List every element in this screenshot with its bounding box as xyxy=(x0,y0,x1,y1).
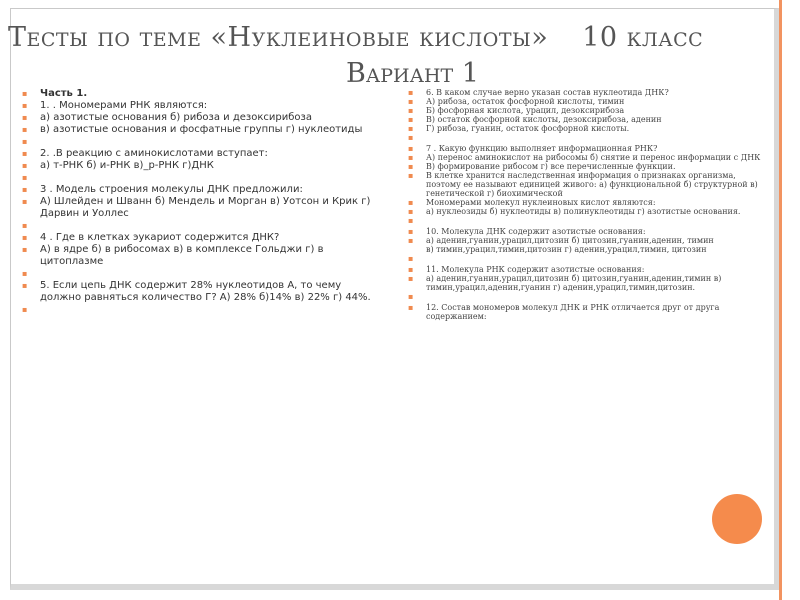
left-column xyxy=(22,88,372,316)
right-item-2: ▪ А) рибоза, остаток фосфорной кислоты, тимин xyxy=(408,97,763,106)
title-grade: 10 класс xyxy=(582,22,704,53)
right-column xyxy=(408,88,763,321)
left-item-2: ▪ 1. . Мономерами РНК являются: xyxy=(22,100,372,112)
left-item-1: ▪ Часть 1. xyxy=(22,88,372,100)
right-item-18: ▪ а) аденин,гуанин,урацил,цитозин б) цитозин,гуанин,аденин,тимин в) тимин,урацил,аденин,гуанин г) аденин,урацил,тимин,цитозин. xyxy=(408,274,763,292)
left-item-10: ▪ А) Шлейден и Шванн б) Мендель и Морган в) Уотсон и Крик г) Дарвин и Уоллес xyxy=(22,196,372,220)
left-item-4: ▪ в) азотистые основания и фосфатные группы г) нуклеотиды xyxy=(22,124,372,136)
left-item-11 xyxy=(22,220,372,232)
left-item-14 xyxy=(22,268,372,280)
right-item-5: ▪ Г) рибоза, гуанин, остаток фосфорной кислоты. xyxy=(408,124,763,133)
right-item-16 xyxy=(408,254,763,265)
accent-stripe xyxy=(779,0,782,600)
left-item-13: ▪ А) в ядре б) в рибосомах в) в комплексе Гольджи г) в цитоплазме xyxy=(22,244,372,268)
right-item-6 xyxy=(408,133,763,144)
right-item-9: ▪ В) формирование рибосом г) все перечисленные функции. xyxy=(408,162,763,171)
title-variant: Вариант 1 xyxy=(346,58,479,89)
right-item-10: ▪ В клетке хранится наследственная информация о признаках организма, поэтому ее называют единицей живого: а) функциональной б) структурной в) генетической г) биохимической xyxy=(408,171,763,198)
left-item-5 xyxy=(22,136,372,148)
right-item-8: ▪ А) перенос аминокислот на рибосомы б) снятие и перенос информации с ДНК xyxy=(408,153,763,162)
left-item-6: ▪ 2. .В реакцию с аминокислотами вступает: xyxy=(22,148,372,160)
right-item-14: ▪ 10. Молекула ДНК содержит азотистые основания: xyxy=(408,227,763,236)
right-item-1: ▪ 6. В каком случае верно указан состав нуклеотида ДНК? xyxy=(408,88,763,97)
right-item-12: ▪ а) нуклеозиды б) нуклеотиды в) полинуклеотиды г) азотистые основания. xyxy=(408,207,763,216)
decorative-circle xyxy=(712,494,762,544)
left-item-16 xyxy=(22,304,372,316)
right-item-13 xyxy=(408,216,763,227)
right-item-19 xyxy=(408,292,763,303)
right-item-3: ▪ Б) фосфорная кислота, урацил, дезоксирибоза xyxy=(408,106,763,115)
slide-title xyxy=(8,22,788,53)
left-item-15: ▪ 5. Если цепь ДНК содержит 28% нуклеотидов А, то чему должно равняться количество Г? А) 28% б)14% в) 22% г) 44%. xyxy=(22,280,372,304)
left-item-7: ▪ а) т-РНК б) и-РНК в)_р-РНК г)ДНК xyxy=(22,160,372,172)
title-topic: Тесты по теме «Нуклеиновые кислоты» xyxy=(8,22,549,53)
right-item-20: ▪ 12. Состав мономеров молекул ДНК и РНК отличается друг от друга содержанием: xyxy=(408,303,763,321)
right-item-11: ▪ Мономерами молекул нуклеиновых кислот являются: xyxy=(408,198,763,207)
right-item-4: ▪ В) остаток фосфорной кислоты, дезоксирибоза, аденин xyxy=(408,115,763,124)
right-item-15: ▪ а) аденин,гуанин,урацил,цитозин б) цитозин,гуанин,аденин, тимин в) тимин,урацил,тимин,цитозин г) аденин,урацил,тимин, цитозин xyxy=(408,236,763,254)
right-item-17: ▪ 11. Молекула РНК содержит азотистые основания: xyxy=(408,265,763,274)
left-item-3: ▪ а) азотистые основания б) рибоза и дезоксирибоза xyxy=(22,112,372,124)
left-item-8 xyxy=(22,172,372,184)
right-item-7: ▪ 7 . Какую функцию выполняет информационная РНК? xyxy=(408,144,763,153)
left-item-12: ▪ 4 . Где в клетках эукариот содержится ДНК? xyxy=(22,232,372,244)
left-item-9: ▪ 3 . Модель строения молекулы ДНК предложили: xyxy=(22,184,372,196)
